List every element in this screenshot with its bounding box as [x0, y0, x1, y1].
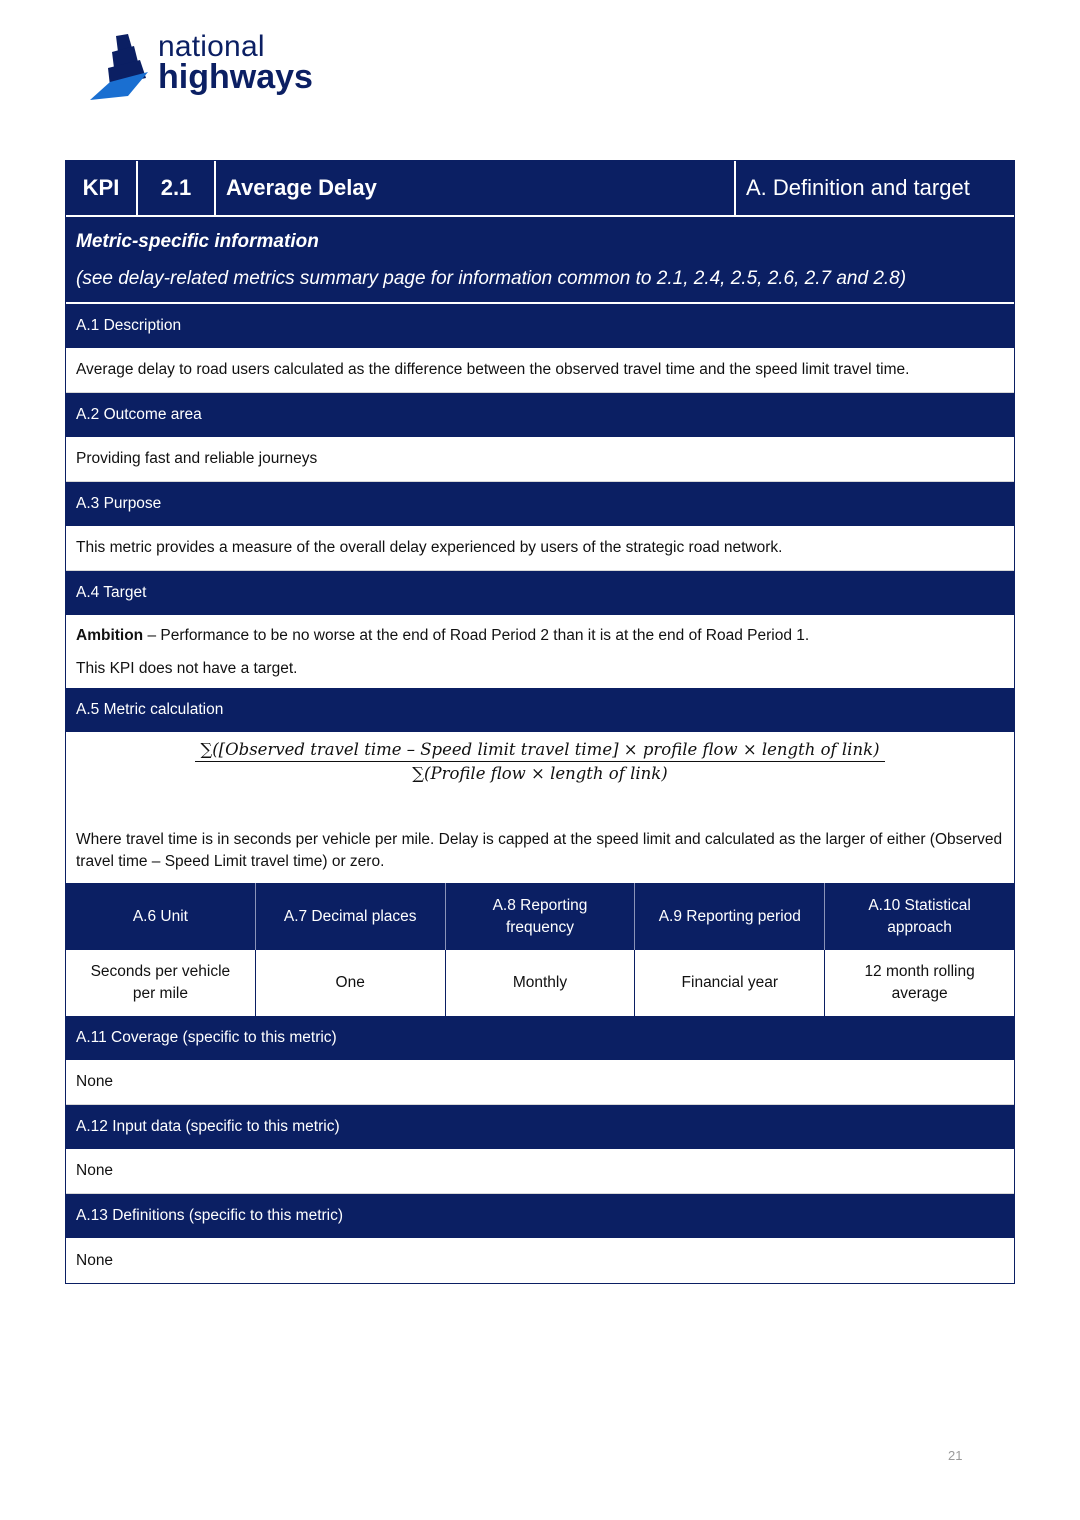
- section-body-a12: None: [66, 1149, 1014, 1194]
- logo-line-2: highways: [158, 58, 313, 96]
- grid-value-decimal-places: One: [255, 950, 445, 1016]
- highways-mark-icon: [88, 34, 154, 102]
- section-header-a11: A.11 Coverage (specific to this metric): [66, 1016, 1014, 1060]
- grid-header-unit: A.6 Unit: [132, 907, 188, 925]
- section-header-a2: A.2 Outcome area: [66, 393, 1014, 437]
- metric-formula: [195, 740, 885, 783]
- logo-wordmark: [158, 32, 313, 94]
- grid-value-reporting-period: Financial year: [634, 950, 824, 1016]
- section-header-a5: A.5 Metric calculation: [66, 688, 1014, 732]
- section-body-a2: Providing fast and reliable journeys: [66, 437, 1014, 482]
- section-body-a5: [66, 732, 1014, 883]
- section-header-a1: A.1 Description: [66, 304, 1014, 348]
- formula-numerator: ∑([Observed travel time – Speed limit travel time] × profile flow × length of link): [195, 740, 885, 762]
- section-header-a4: A.4 Target: [66, 571, 1014, 615]
- metric-info-subtitle: (see delay-related metrics summary page for information common to 2.1, 2.4, 2.5, 2.6, 2.7 and 2.8): [76, 268, 907, 289]
- grid-value-reporting-frequency: Monthly: [445, 950, 635, 1016]
- grid-header-reporting-frequency: A.8 Reporting frequency: [445, 883, 635, 950]
- kpi-name: Average Delay: [216, 161, 736, 215]
- metric-info-block: [66, 217, 1014, 304]
- national-highways-logo: [88, 30, 318, 104]
- grid-header-reporting-period: A.9 Reporting period: [634, 883, 824, 950]
- ambition-label: Ambition: [76, 627, 144, 644]
- section-body-a1: Average delay to road users calculated as the difference between the observed travel time and the speed limit travel time.: [66, 348, 1014, 393]
- attributes-header-row: [66, 883, 1014, 950]
- target-note: This KPI does not have a target.: [76, 660, 298, 677]
- grid-header-statistical-approach: A.10 Statistical approach: [824, 883, 1014, 950]
- section-header-a12: A.12 Input data (specific to this metric): [66, 1105, 1014, 1149]
- kpi-number: 2.1: [138, 161, 216, 215]
- kpi-label: KPI: [66, 161, 138, 215]
- grid-value-unit: Seconds per vehicle per mile: [90, 963, 231, 1002]
- formula-denominator: ∑(Profile flow × length of link): [412, 764, 668, 783]
- metric-info-title: Metric-specific information: [76, 231, 319, 252]
- section-title: A. Definition and target: [746, 175, 970, 200]
- logo-line-1: national: [158, 30, 265, 63]
- section-body-a4: [66, 615, 1014, 688]
- section-body-a11: None: [66, 1060, 1014, 1105]
- section-header-a3: A.3 Purpose: [66, 482, 1014, 526]
- ambition-statement: [76, 625, 1004, 647]
- ambition-text: – Performance to be no worse at the end of Road Period 2 than it is at the end of Road Period 1.: [143, 627, 810, 644]
- formula-note: Where travel time is in seconds per vehicle per mile. Delay is capped at the speed limit and calculated as the larger of either (Observed travel time – Speed Limit travel time) or zero.: [76, 831, 1003, 870]
- section-body-a13: None: [66, 1238, 1014, 1283]
- attributes-value-row: [66, 950, 1014, 1016]
- kpi-header-row: [66, 161, 1014, 217]
- section-header-a13: A.13 Definitions (specific to this metric): [66, 1194, 1014, 1238]
- page-number: 21: [948, 1448, 963, 1463]
- grid-value-statistical-approach: 12 month rolling average: [824, 950, 1014, 1016]
- grid-header-decimal-places: A.7 Decimal places: [255, 883, 445, 950]
- kpi-definition-table: [65, 160, 1015, 1284]
- section-body-a3: This metric provides a measure of the overall delay experienced by users of the strategic road network.: [66, 526, 1014, 571]
